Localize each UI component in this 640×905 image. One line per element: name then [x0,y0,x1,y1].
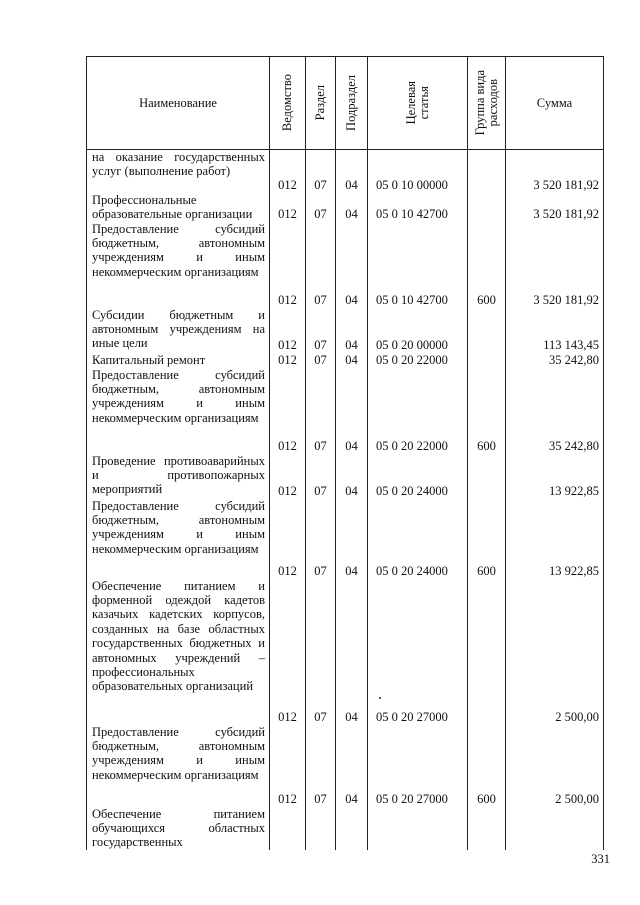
row-name: на оказание государственных услуг (выполнение работ) [87,150,270,193]
row-target-item: 05 0 10 42700 [368,193,468,222]
row-target-item: 05 0 20 24000 [368,454,468,499]
row-name: Обеспечение питанием и форменной одеждой кадетов казачьих кадетских корпусов, созданных на базе областных государственных бюджетных и автономных учреждений – профессиональных образовательных организаций [87,579,270,725]
table-row [87,193,604,222]
row-target-item: 05 0 10 00000 [368,150,468,193]
row-subsection: 04 [336,454,368,499]
row-target-item: 05 0 20 00000 [368,308,468,353]
header-amount: Сумма [506,57,604,150]
row-expense-group: 600 [468,368,506,454]
row-amount: 3 520 181,92 [506,150,604,193]
row-subsection: 04 [336,308,368,353]
table-body [87,150,604,850]
row-subsection: 04 [336,222,368,308]
row-target-item: 05 0 20 24000 [368,499,468,579]
row-subsection: 04 [336,150,368,193]
row-target-item: 05 0 20 22000 [368,353,468,368]
table-row [87,150,604,193]
header-name: Наименование [87,57,270,150]
page-number: 331 [591,852,610,866]
header-section: Раздел [306,57,336,150]
row-department: 012 [270,368,306,454]
row-expense-group [468,193,506,222]
row-amount [506,807,604,850]
row-expense-group [468,353,506,368]
table-row [87,454,604,499]
row-name: Капитальный ремонт [87,353,270,368]
row-expense-group [468,308,506,353]
header-subsection: Подраздел [336,57,368,150]
row-section: 07 [306,193,336,222]
table-header-row [87,57,604,150]
row-section: 07 [306,222,336,308]
row-department: 012 [270,725,306,807]
table-row [87,807,604,850]
table-row [87,499,604,579]
row-amount: 113 143,45 [506,308,604,353]
header-expense-group: Группа вида расходов [468,57,506,150]
header-department: Ведомство [270,57,306,150]
row-department: 012 [270,353,306,368]
row-amount: 3 520 181,92 [506,193,604,222]
row-section: 07 [306,454,336,499]
row-expense-group [468,807,506,850]
row-section: 07 [306,579,336,725]
row-amount: 3 520 181,92 [506,222,604,308]
row-section: 07 [306,353,336,368]
row-name: Обеспечение питанием обучающихся областных государственных [87,807,270,850]
row-expense-group: 600 [468,499,506,579]
row-department: 012 [270,193,306,222]
row-section: 07 [306,368,336,454]
row-amount: 2 500,00 [506,579,604,725]
row-name: Предоставление субсидий бюджетным, автономным учреждениям и иным некоммерческим организациям [87,499,270,579]
row-target-item [368,807,468,850]
row-expense-group [468,579,506,725]
row-amount: 35 242,80 [506,353,604,368]
row-subsection: 04 [336,499,368,579]
table-row [87,353,604,368]
row-target-item: 05 0 20 27000 [368,579,468,725]
row-name: Проведение противоаварийных и противопожарных мероприятий [87,454,270,499]
table-row [87,308,604,353]
table-row [87,222,604,308]
table-row [87,725,604,807]
row-department [270,807,306,850]
row-name: Субсидии бюджетным и автономным учреждениям на иные цели [87,308,270,353]
row-department: 012 [270,150,306,193]
row-section: 07 [306,725,336,807]
row-subsection: 04 [336,193,368,222]
row-name: Предоставление субсидий бюджетным, автономным учреждениям и иным некоммерческим организациям [87,368,270,454]
row-amount: 2 500,00 [506,725,604,807]
row-section: 07 [306,499,336,579]
row-subsection: 04 [336,353,368,368]
row-name: Профессиональные образовательные организации [87,193,270,222]
row-department: 012 [270,308,306,353]
row-amount: 13 922,85 [506,454,604,499]
scan-speck [379,697,381,699]
row-subsection: 04 [336,579,368,725]
row-target-item: 05 0 20 27000 [368,725,468,807]
row-expense-group: 600 [468,222,506,308]
header-target-item: Целевая статья [368,57,468,150]
row-subsection: 04 [336,368,368,454]
row-subsection: 04 [336,725,368,807]
row-amount: 35 242,80 [506,368,604,454]
row-target-item: 05 0 20 22000 [368,368,468,454]
table-row [87,579,604,725]
row-target-item: 05 0 10 42700 [368,222,468,308]
row-section: 07 [306,308,336,353]
row-department: 012 [270,222,306,308]
row-section [306,807,336,850]
row-department: 012 [270,579,306,725]
row-department: 012 [270,499,306,579]
row-expense-group: 600 [468,725,506,807]
row-name: Предоставление субсидий бюджетным, автономным учреждениям и иным некоммерческим организациям [87,725,270,807]
row-amount: 13 922,85 [506,499,604,579]
row-name: Предоставление субсидий бюджетным, автономным учреждениям и иным некоммерческим организациям [87,222,270,308]
row-department: 012 [270,454,306,499]
row-expense-group [468,454,506,499]
row-section: 07 [306,150,336,193]
budget-table [86,56,604,850]
row-expense-group [468,150,506,193]
table-row [87,368,604,454]
row-subsection [336,807,368,850]
